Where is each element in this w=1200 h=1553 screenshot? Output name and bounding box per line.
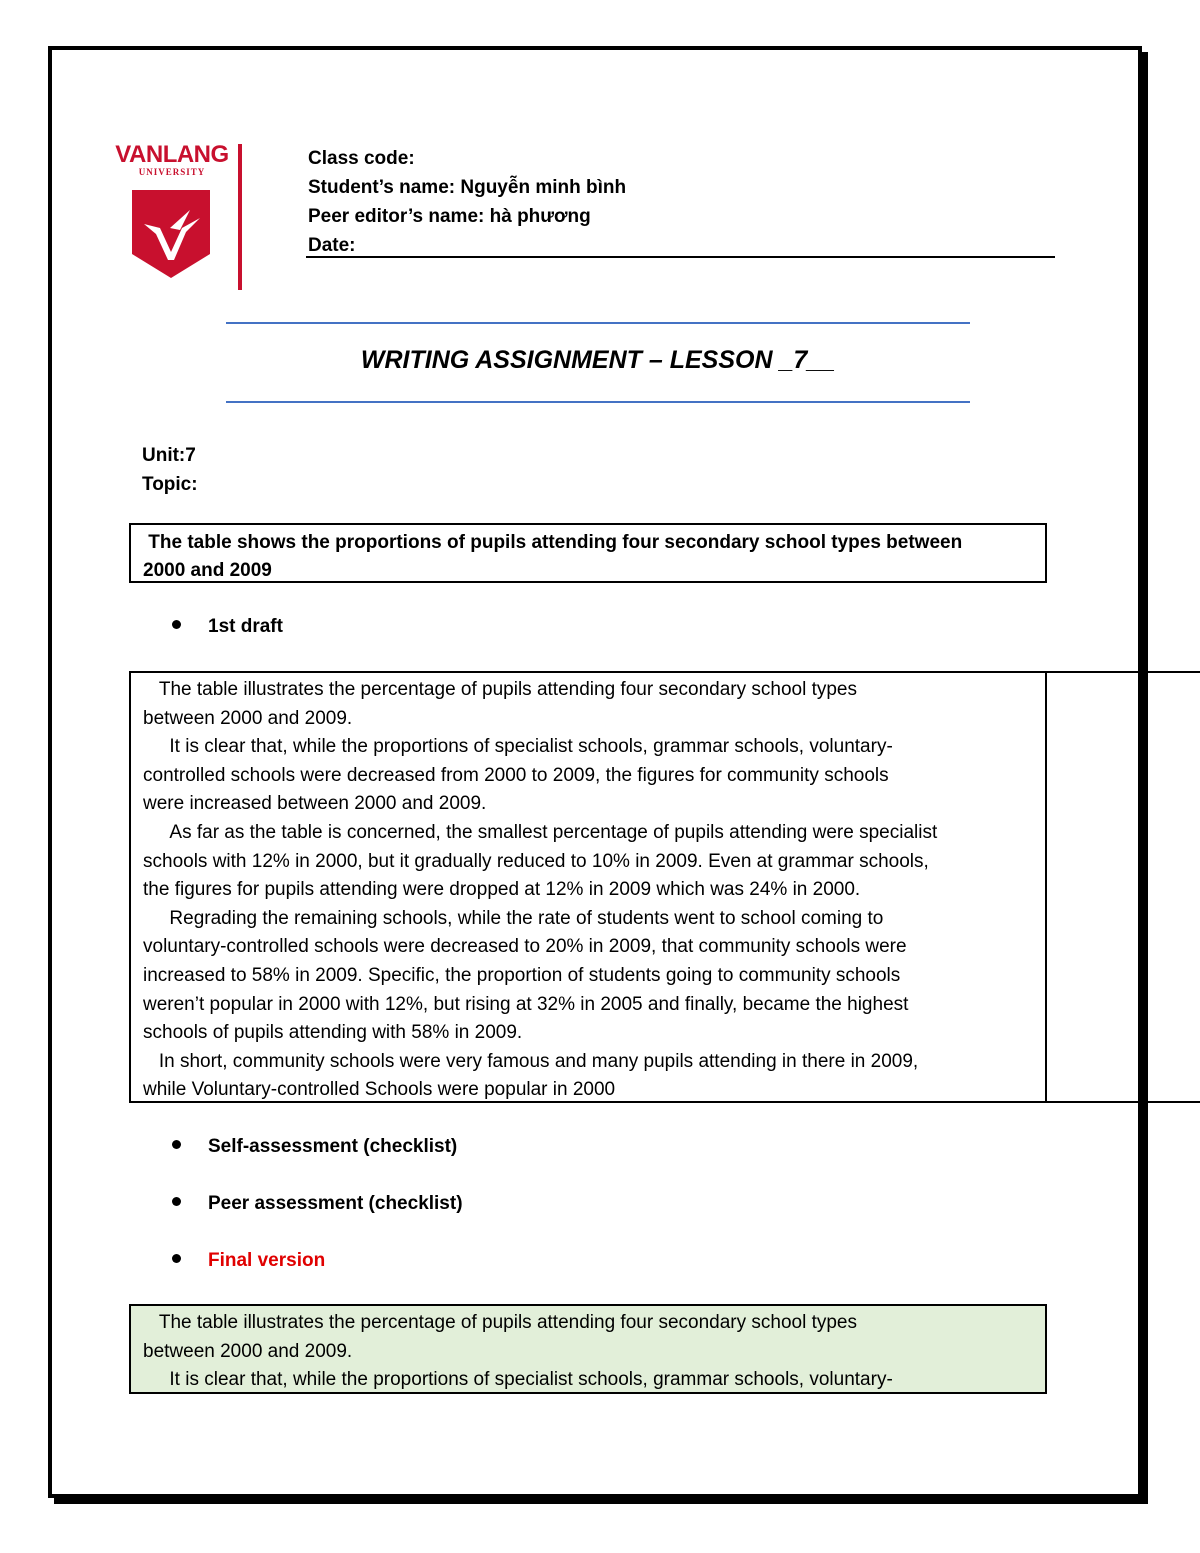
bullet-dot-icon: [172, 1197, 181, 1206]
task-prompt-box: [129, 523, 1047, 583]
date-field: Date:: [308, 235, 356, 256]
peer-editor-name: Peer editor’s name: hà phương: [308, 206, 591, 227]
logo-wordmark: VANLANG: [115, 141, 229, 168]
bullet-dot-icon: [172, 620, 181, 629]
draft-line: controlled schools were decreased from 2000 to 2009, the figures for community schools: [143, 764, 889, 786]
draft-line: voluntary-controlled schools were decreased to 20% in 2009, that community schools were: [143, 936, 907, 958]
draft-line: Regrading the remaining schools, while the rate of students went to school coming to: [143, 907, 884, 929]
logo-subtitle: UNIVERSITY: [138, 167, 206, 177]
unit-topic: [142, 441, 198, 499]
vanlang-logo: [112, 142, 242, 288]
final-line: It is clear that, while the proportions of specialist schools, grammar schools, voluntary-: [143, 1369, 893, 1391]
draft-line: It is clear that, while the proportions of specialist schools, grammar schools, voluntary-: [143, 736, 893, 758]
draft-line: the figures for pupils attending were dropped at 12% in 2009 which was 24% in 2000.: [143, 879, 861, 901]
draft-line: The table illustrates the percentage of pupils attending four secondary school types: [143, 679, 857, 700]
first-draft-box: [129, 671, 1047, 1103]
draft-line: while Voluntary-controlled Schools were popular in 2000: [143, 1079, 616, 1101]
final-version-box: [129, 1304, 1047, 1394]
bullet-self-assessment: Self-assessment (checklist): [172, 1136, 457, 1158]
draft-line: schools with 12% in 2000, but it gradually reduced to 10% in 2009. Even at grammar schools,: [143, 850, 929, 872]
final-line: The table illustrates the percentage of pupils attending four secondary school types: [143, 1312, 857, 1333]
class-code: Class code:: [308, 148, 415, 169]
shield-icon: [130, 188, 212, 280]
final-line: between 2000 and 2009.: [143, 1340, 353, 1362]
bullet-peer-assessment: Peer assessment (checklist): [172, 1193, 463, 1215]
bullet-dot-icon: [172, 1140, 181, 1149]
bullet-dot-icon: [172, 1254, 181, 1263]
margin-line-top: [1047, 671, 1200, 673]
margin-line-bottom: [1047, 1101, 1200, 1103]
title-rule-top: [226, 322, 970, 324]
unit-label: Unit:7: [142, 445, 196, 466]
header-info: [308, 144, 626, 260]
topic-label: Topic:: [142, 474, 198, 495]
draft-line: increased to 58% in 2009. Specific, the proportion of students going to community schools: [143, 964, 901, 986]
task-line-1: The table shows the proportions of pupils attending four secondary school types between: [143, 532, 963, 553]
bullet-final-version: Final version: [172, 1250, 325, 1272]
draft-line: between 2000 and 2009.: [143, 707, 353, 729]
student-name: Student’s name: Nguyễn minh bình: [308, 177, 627, 198]
draft-line: were increased between 2000 and 2009.: [143, 793, 487, 815]
bullet-first-draft: 1st draft: [172, 616, 283, 638]
draft-line: In short, community schools were very famous and many pupils attending in there in 2009,: [143, 1050, 919, 1072]
task-line-2: 2000 and 2009: [143, 560, 272, 581]
page-title: WRITING ASSIGNMENT – LESSON _7__: [360, 346, 836, 374]
logo-divider: [238, 144, 242, 290]
draft-line: As far as the table is concerned, the smallest percentage of pupils attending were specialist: [143, 821, 938, 843]
title-rule-bottom: [226, 401, 970, 403]
draft-line: weren’t popular in 2000 with 12%, but rising at 32% in 2005 and finally, became the highest: [143, 993, 909, 1015]
draft-line: schools of pupils attending with 58% in 2009.: [143, 1022, 523, 1044]
header-underline: [306, 256, 1055, 258]
